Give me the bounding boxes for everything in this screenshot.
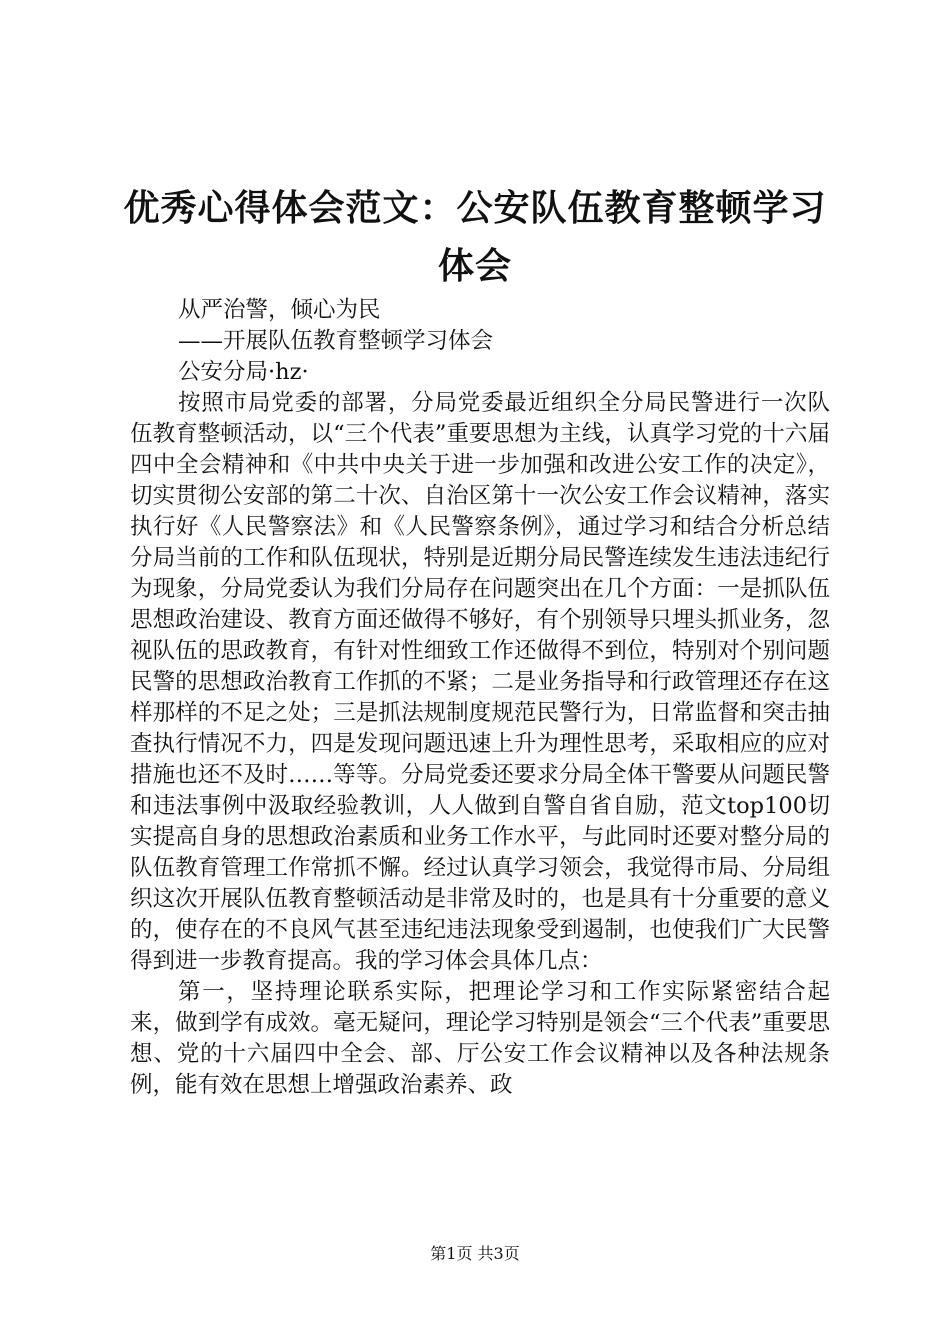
subtitle-line: ——开展队伍教育整顿学习体会	[178, 328, 494, 354]
document-body	[130, 295, 830, 1101]
body-paragraph: 第一，坚持理论联系实际，把理论学习和工作实际紧密结合起来，做到学有成效。毫无疑问，理论学习特别是领会“三个代表”重要思想、党的十六届四中全会、部、厅公安工作会议精神以及各种法规条例，能有效在思想上增强政治素养、政	[130, 979, 830, 1098]
author-line: 公安分局·hz·	[178, 359, 309, 385]
body-paragraph: 按照市局党委的部署，分局党委最近组织全分局民警进行一次队伍教育整顿活动，以“三个代表”重要思想为主线，认真学习党的十六届四中全会精神和《中共中央关于进一步加强和改进公安工作的决定》，切实贯彻公安部的第二十次、自治区第十一次公安工作会议精神，落实执行好《人民警察法》和《人民警察条例》，通过学习和结合分析总结分局当前的工作和队伍现状，特别是近期分局民警连续发生违法违纪行为现象，分局党委认为我们分局存在问题突出在几个方面：一是抓队伍思想政治建设、教育方面还做得不够好，有个别领导只埋头抓业务，忽视队伍的思政教育，有针对性细致工作还做得不到位，特别对个别问题民警的思想政治教育工作抓的不紧；二是业务指导和行政管理还存在这样那样的不足之处；三是抓法规制度规范民警行为，日常监督和突击抽查执行情况不力，四是发现问题迅速上升为理性思考，采取相应的应对措施也还不及时……等等。分局党委还要求分局全体干警要从问题民警和违法事例中汲取经验教训，人人做到自警自省自励，范文top100切实提高自身的思想政治素质和业务工作水平，与此同时还要对整分局的队伍教育管理工作常抓不懈。经过认真学习领会，我觉得市局、分局组织这次开展队伍教育整顿活动是非常及时的，也是具有十分重要的意义的，使存在的不良风气甚至违纪违法现象受到遏制，也使我们广大民警得到进一步教育提高。我的学习体会具体几点：	[130, 390, 830, 974]
page-footer: 第1页 共3页	[430, 1244, 520, 1263]
subtitle-line: 从严治警，倾心为民	[178, 297, 381, 323]
document-title: 优秀心得体会范文：公安队伍教育整顿学习体会	[123, 188, 827, 287]
